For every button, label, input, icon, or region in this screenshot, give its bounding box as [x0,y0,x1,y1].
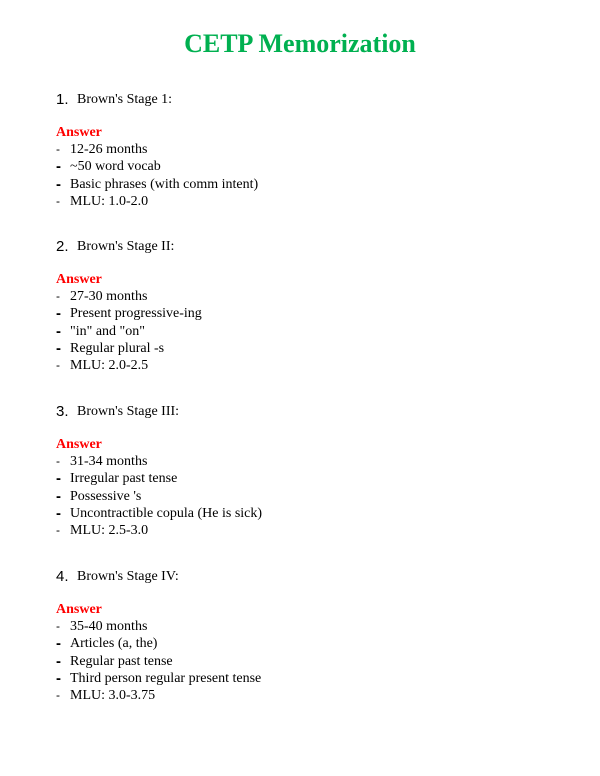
answer-label: Answer [56,272,102,287]
dash-bullet-icon: - [56,289,60,303]
dash-bullet-icon: - [56,619,60,633]
question-prompt: Brown's Stage 1: [77,92,173,107]
question-2 [56,235,576,374]
list-item: - Regular past tense [56,652,173,670]
question-number: 4. [56,568,69,585]
question-prompt-line [56,400,576,424]
dash-bullet-icon: - [56,504,61,522]
list-item: - Irregular past tense [56,470,178,488]
page-title: CETP Memorization [184,29,416,58]
list-item: - MLU: 3.0-3.75 [56,688,156,704]
question-prompt-line [56,565,576,589]
answer-list [56,453,576,539]
dash-bullet-icon: - [56,142,60,156]
list-item: - "in" and "on" [56,322,145,340]
question-1 [56,88,576,210]
list-item: - 31-34 months [56,454,148,469]
question-prompt: Brown's Stage II: [77,239,175,254]
list-item: - Basic phrases (with comm intent) [56,175,259,193]
question-number: 3. [56,403,69,420]
question-prompt: Brown's Stage IV: [77,569,179,584]
list-item: - Uncontractible copula (He is sick) [56,504,263,522]
list-item: - MLU: 2.5-3.0 [56,523,149,539]
list-item: - Regular plural -s [56,339,165,357]
dash-bullet-icon: - [56,339,61,357]
answer-list [56,141,576,210]
dash-bullet-icon: - [56,305,61,323]
list-item: - MLU: 2.0-2.5 [56,358,149,374]
dash-bullet-icon: - [56,175,61,193]
dash-bullet-icon: - [56,487,61,505]
list-item: - 35-40 months [56,619,148,634]
list-item: - Possessive 's [56,487,142,505]
dash-bullet-icon: - [56,635,61,653]
question-number: 1. [56,91,69,108]
question-4 [56,565,576,704]
list-item: - 27-30 months [56,289,148,304]
question-prompt: Brown's Stage III: [77,404,180,419]
list-item: - MLU: 1.0-2.0 [56,193,149,209]
dash-bullet-icon: - [56,454,60,468]
list-item: - Present progressive-ing [56,305,202,323]
list-item: - Articles (a, the) [56,635,158,653]
list-item: - Third person regular present tense [56,669,262,687]
answer-list [56,618,576,704]
question-prompt-line [56,235,576,259]
answer-list [56,288,576,374]
list-item: - 12-26 months [56,142,148,157]
question-3 [56,400,576,539]
list-item: - ~50 word vocab [56,158,161,176]
answer-label: Answer [56,602,102,617]
question-number: 2. [56,238,69,255]
answer-label: Answer [56,125,102,140]
dash-bullet-icon: - [56,158,61,176]
dash-bullet-icon: - [56,669,61,687]
dash-bullet-icon: - [56,322,61,340]
dash-bullet-icon: - [56,652,61,670]
dash-bullet-icon: - [56,688,60,703]
dash-bullet-icon: - [56,358,60,373]
answer-label: Answer [56,437,102,452]
dash-bullet-icon: - [56,523,60,538]
question-prompt-line [56,88,576,112]
dash-bullet-icon: - [56,470,61,488]
dash-bullet-icon: - [56,193,60,208]
